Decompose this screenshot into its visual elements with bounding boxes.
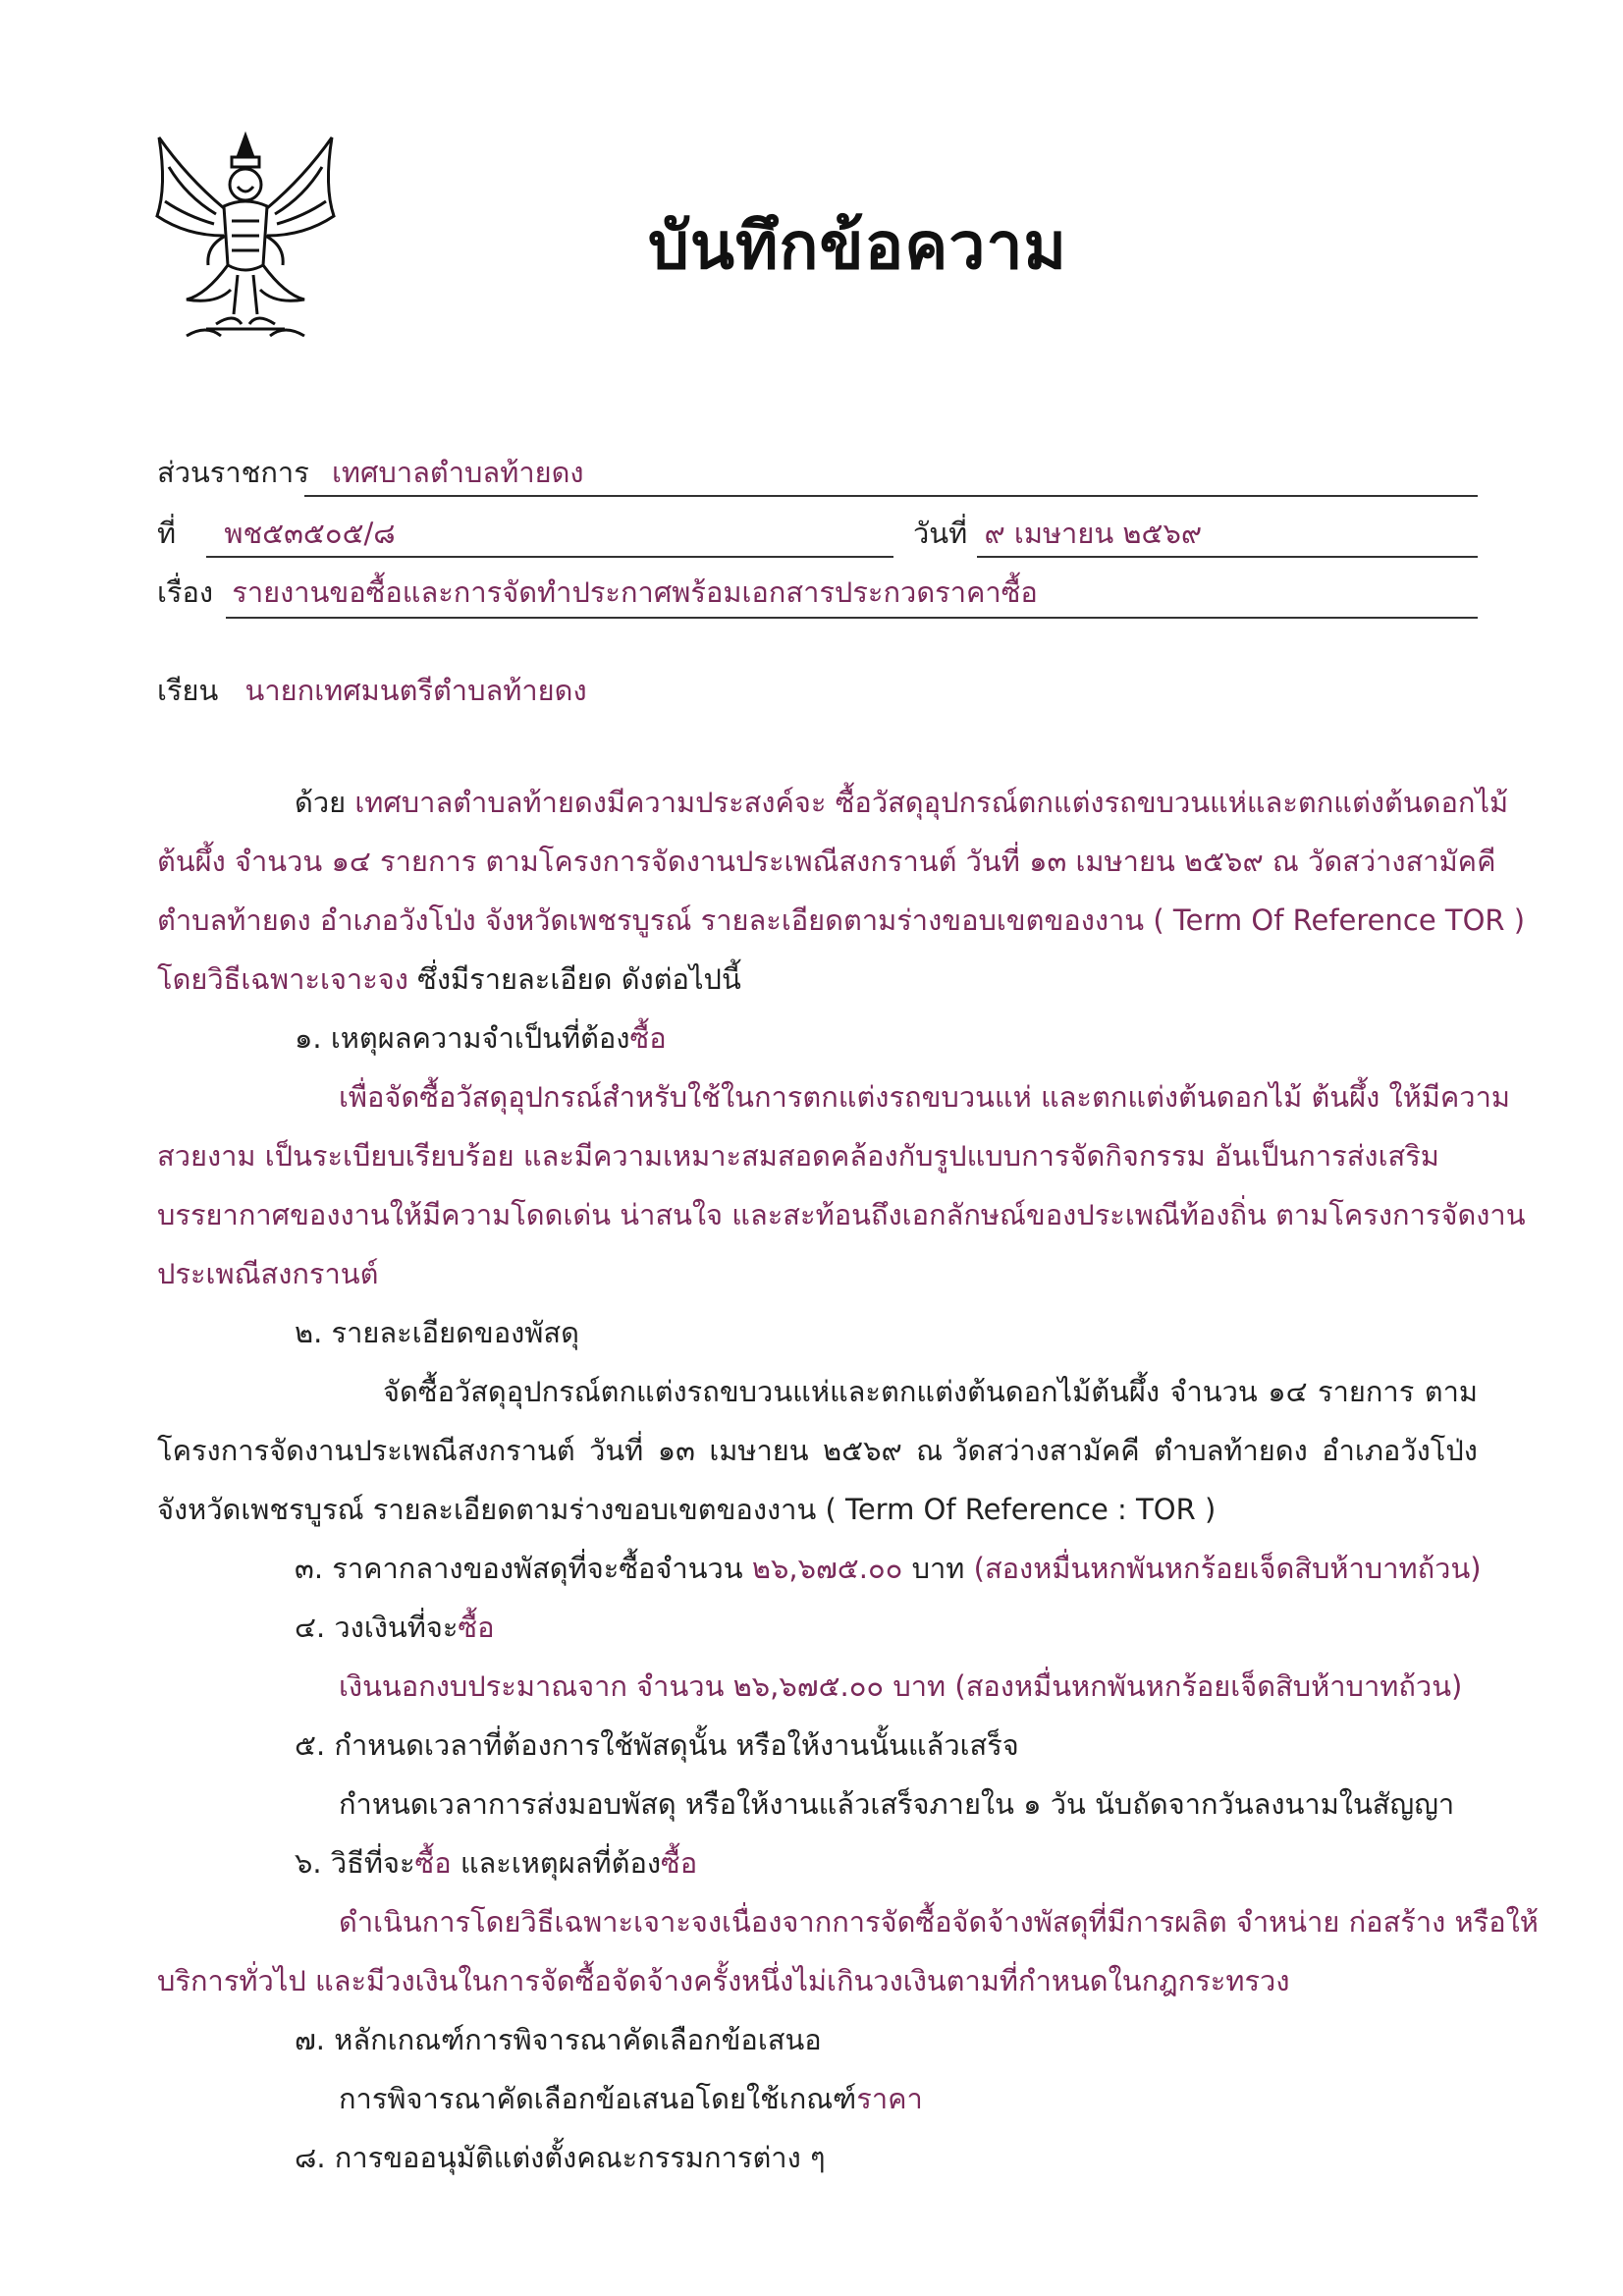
document-title: บันทึกข้อความ — [648, 208, 1068, 284]
section-1-heading-text: ๑. เหตุผลความจำเป็นที่ต้อง — [295, 1021, 630, 1055]
s2-word: จัดซื้อวัสดุอุปกรณ์ตกแต่งรถขบวนแห่และตกแต่งต้นดอกไม้ต้นผึ้ง — [383, 1375, 1161, 1408]
section-2-line-3: จังหวัดเพชรบูรณ์ รายละเอียดตามร่างขอบเขตของงาน ( Term Of Reference : TOR ) — [157, 1493, 1217, 1526]
section-5-line-1: กำหนดเวลาการส่งมอบพัสดุ หรือให้งานแล้วเสร็จภายใน ๑ วัน นับถัดจากวันลงนามในสัญญา — [339, 1787, 1455, 1821]
s2-word: ๑๓ — [657, 1434, 695, 1467]
date-label: วันที่ — [913, 517, 968, 550]
section-6-heading-a: ๖. วิธีที่จะ — [295, 1846, 415, 1880]
s2-word: ๒๕๖๙ — [823, 1434, 902, 1467]
section-3-line — [295, 1549, 1615, 1588]
intro-line-1 — [295, 783, 1509, 822]
intro-line-2: ต้นผึ้ง จำนวน ๑๔ รายการ ตามโครงการจัดงานประเพณีสงกรานต์ วันที่ ๑๓ เมษายน ๒๕๖๙ ณ วัดสว่างสามัคคี — [157, 845, 1496, 878]
median-price-unit: บาท — [911, 1552, 965, 1585]
section-3-label: ๓. ราคากลางของพัสดุที่จะซื้อจำนวน — [295, 1552, 743, 1585]
section-1-heading — [295, 1018, 1615, 1058]
s2-word: ตำบลท้ายดง — [1154, 1434, 1308, 1467]
s2-word: วันที่ — [589, 1434, 644, 1467]
s2-word: อำเภอวังโป่ง — [1322, 1434, 1478, 1467]
section-7-heading: ๗. หลักเกณฑ์การพิจารณาคัดเลือกข้อเสนอ — [295, 2023, 822, 2056]
ref-value: พช๕๓๕๐๕/๘ — [224, 517, 396, 550]
section-4-heading — [295, 1608, 1615, 1647]
section-7-line-1 — [339, 2079, 1623, 2118]
section-1-line-1: เพื่อจัดซื้อวัสดุอุปกรณ์สำหรับใช้ในการตกแต่งรถขบวนแห่ และตกแต่งต้นดอกไม้ ต้นผึ้ง ให้มีความ — [339, 1080, 1510, 1114]
section-6-heading — [295, 1843, 1615, 1883]
intro-method: โดยวิธีเฉพาะเจาะจง — [157, 962, 408, 996]
addressee-row — [157, 668, 587, 713]
addressee-label: เรียน — [157, 674, 219, 707]
agency-value: เทศบาลตำบลท้ายดง — [332, 456, 584, 489]
s2-word: ๑๔ — [1268, 1375, 1308, 1408]
intro-agency: เทศบาลตำบลท้ายดงมีความประสงค์จะ — [354, 786, 827, 819]
section-6-heading-d: ซื้อ — [661, 1846, 698, 1880]
garuda-emblem-icon — [147, 128, 344, 344]
intro-details: ซึ่งมีรายละเอียด ดังต่อไปนี้ — [417, 962, 741, 996]
ref-row — [157, 511, 396, 556]
subject-rule — [226, 617, 1478, 619]
section-1-line-2: สวยงาม เป็นระเบียบเรียบร้อย และมีความเหมาะสมสอดคล้องกับรูปแบบการจัดกิจกรรม อันเป็นการส่งเสริม — [157, 1139, 1439, 1173]
section-2-heading: ๒. รายละเอียดของพัสดุ — [295, 1316, 579, 1349]
date-value: ๙ เมษายน ๒๕๖๙ — [984, 517, 1203, 550]
s2-word: โครงการจัดงานประเพณีสงกรานต์ — [157, 1434, 575, 1467]
section-6-line-1: ดำเนินการโดยวิธีเฉพาะเจาะจงเนื่องจากการจัดซื้อจัดจ้างพัสดุที่มีการผลิต จำหน่าย ก่อสร้าง หรือให้ — [339, 1905, 1539, 1939]
section-1-line-4: ประเพณีสงกรานต์ — [157, 1257, 379, 1290]
section-8-heading: ๘. การขออนุมัติแต่งตั้งคณะกรรมการต่าง ๆ — [295, 2141, 826, 2174]
section-4-heading-buy: ซื้อ — [458, 1611, 495, 1644]
s2-word: ณ วัดสว่างสามัคคี — [916, 1434, 1140, 1467]
section-6-heading-b: ซื้อ — [414, 1846, 452, 1880]
subject-value: รายงานขอซื้อและการจัดทำประกาศพร้อมเอกสารประกวดราคาซื้อ — [232, 575, 1038, 609]
section-2-line-1 — [383, 1372, 1478, 1411]
section-1-heading-buy: ซื้อ — [629, 1021, 667, 1055]
median-price-value: ๒๖,๖๗๕.๐๐ — [751, 1552, 903, 1585]
section-2-line-2 — [157, 1431, 1478, 1470]
addressee-value: นายกเทศมนตรีตำบลท้ายดง — [244, 674, 587, 707]
section-4-line-1: เงินนอกงบประมาณจาก จำนวน ๒๖,๖๗๕.๐๐ บาท (สองหมื่นหกพันหกร้อยเจ็ดสิบห้าบาทถ้วน) — [339, 1669, 1463, 1703]
s2-word: จำนวน — [1169, 1375, 1258, 1408]
ref-rule — [206, 556, 893, 558]
intro-purpose: ซื้อวัสดุอุปกรณ์ตกแต่งรถขบวนแห่และตกแต่งต้นดอกไม้ — [835, 786, 1509, 819]
date-rule — [977, 556, 1478, 558]
subject-row — [157, 570, 1038, 615]
s2-word: เมษายน — [709, 1434, 809, 1467]
section-5-heading: ๕. กำหนดเวลาที่ต้องการใช้พัสดุนั้น หรือให้งานนั้นแล้วเสร็จ — [295, 1728, 1019, 1762]
intro-prefix: ด้วย — [295, 786, 347, 819]
date-row — [913, 511, 1202, 556]
section-6-line-2: บริการทั่วไป และมีวงเงินในการจัดซื้อจัดจ้างครั้งหนึ่งไม่เกินวงเงินตามที่กำหนดในกฎกระทรวง — [157, 1964, 1290, 1997]
s2-word: ตาม — [1424, 1375, 1478, 1408]
section-1-line-3: บรรยากาศของงานให้มีความโดดเด่น น่าสนใจ และสะท้อนถึงเอกลักษณ์ของประเพณีท้องถิ่น ตามโครงการจัดงาน — [157, 1198, 1526, 1231]
agency-row — [157, 450, 584, 495]
section-4-heading-text: ๔. วงเงินที่จะ — [295, 1611, 459, 1644]
intro-line-4 — [157, 959, 1478, 999]
section-7-criteria: การพิจารณาคัดเลือกข้อเสนอโดยใช้เกณฑ์ — [339, 2082, 857, 2115]
median-price-words: (สองหมื่นหกพันหกร้อยเจ็ดสิบห้าบาทถ้วน) — [973, 1552, 1482, 1585]
agency-label: ส่วนราชการ — [157, 456, 309, 489]
intro-line-3: ตำบลท้ายดง อำเภอวังโป่ง จังหวัดเพชรบูรณ์ รายละเอียดตามร่างขอบเขตของงาน ( Term Of Reference TOR ) — [157, 903, 1526, 937]
ref-label: ที่ — [157, 517, 177, 550]
section-6-heading-c: และเหตุผลที่ต้อง — [460, 1846, 662, 1880]
subject-label: เรื่อง — [157, 575, 214, 609]
agency-rule — [304, 495, 1478, 497]
s2-word: รายการ — [1318, 1375, 1415, 1408]
section-7-price: ราคา — [856, 2082, 923, 2115]
